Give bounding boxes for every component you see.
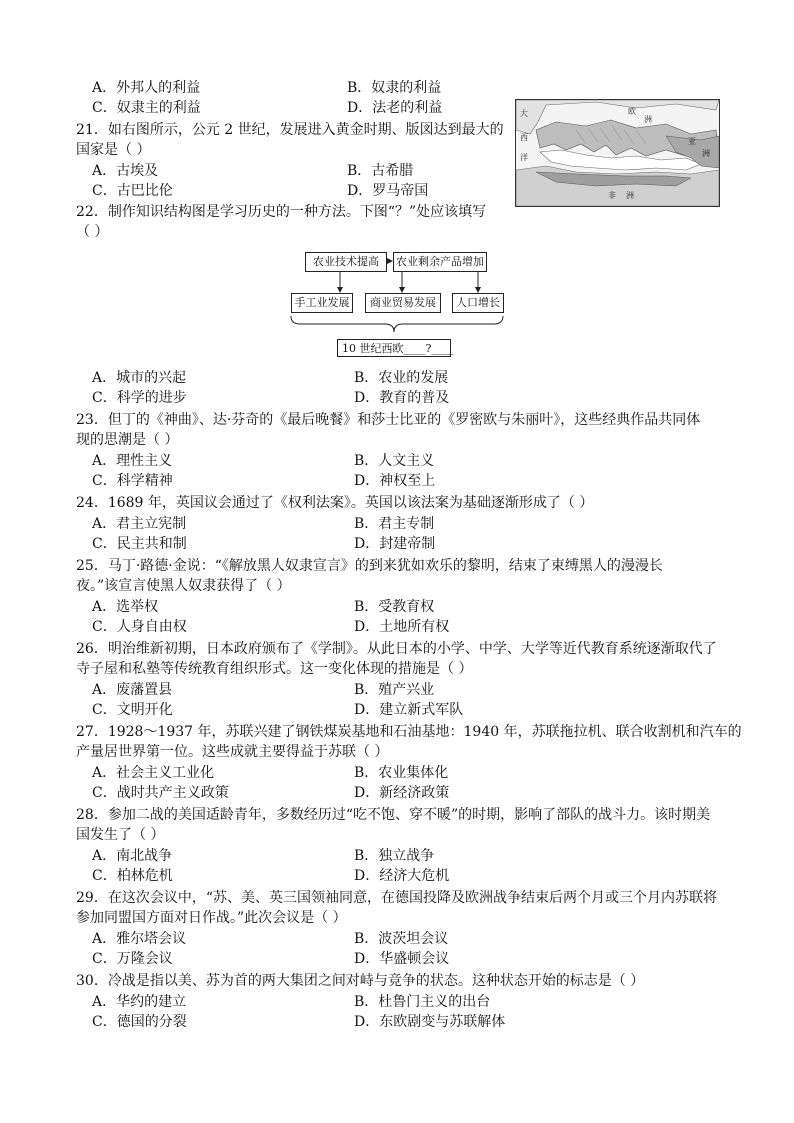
- map-label-atlantic-3: 洋: [520, 153, 528, 162]
- diagram-box-trade: 商业贸易发展: [365, 293, 441, 313]
- q24-stem-line1: 24．1689 年，英国议会通过了《权利法案》。英国以该法案为基础逐渐形成了（ ）: [76, 495, 594, 511]
- q30-option-b: B．杜鲁门主义的出台: [354, 994, 491, 1010]
- q30-option-a: A．华约的建立: [92, 994, 187, 1010]
- q25-option-b: B．受教育权: [354, 599, 435, 615]
- q21-stem-line2: 国家是（ ）: [76, 142, 151, 158]
- q21-option-a: A．古埃及: [92, 163, 159, 179]
- map-label-europe-2: 洲: [644, 115, 652, 124]
- q25-option-a: A．选举权: [92, 599, 159, 615]
- diagram-box-population: 人口增长: [452, 293, 504, 313]
- diagram-box-agri-tech: 农业技术提高: [305, 252, 387, 272]
- q22-stem-line1: 22．制作知识结构图是学习历史的一种方法。下图“？”处应该填写: [76, 204, 487, 220]
- diagram-box-handicraft: 手工业发展: [291, 293, 353, 313]
- q27-option-c: C．战时共产主义政策: [92, 785, 229, 801]
- q25-option-d: D．土地所有权: [354, 619, 450, 635]
- map-label-africa-1: 非: [608, 191, 616, 200]
- q22-option-a: A．城市的兴起: [92, 370, 187, 386]
- q27-stem-line2: 产量居世界第一位。这些成就主要得益于苏联（ ）: [76, 744, 389, 760]
- q23-option-d: D．神权至上: [354, 473, 436, 489]
- q27-stem-line1: 27．1928～1937 年，苏联兴建了钢铁煤炭基地和石油基地：1940 年，苏联拖拉机、联合收割机和汽车的: [76, 724, 742, 740]
- q23-option-b: B．人文主义: [354, 453, 435, 469]
- map-drawing: [516, 100, 719, 206]
- q26-option-a: A．废藩置县: [92, 682, 173, 698]
- q29-option-d: D．华盛顿会议: [354, 951, 450, 967]
- map-label-asia-1: 亚: [688, 137, 696, 146]
- q20-option-c: C．奴隶主的利益: [92, 100, 201, 116]
- q25-option-c: C．人身自由权: [92, 619, 187, 635]
- q22-option-c: C．科学的进步: [92, 390, 187, 406]
- q23-option-a: A．理性主义: [92, 453, 173, 469]
- q23-stem-line1: 23．但丁的《神曲》、达·芬奇的《最后晚餐》和莎士比亚的《罗密欧与朱丽叶》，这些经典作品共同体: [76, 412, 701, 428]
- q28-option-d: D．经济大危机: [354, 868, 450, 884]
- q21-option-d: D．罗马帝国: [347, 183, 429, 199]
- q22-option-b: B．农业的发展: [354, 370, 449, 386]
- q21-option-b: B．古希腊: [347, 163, 414, 179]
- q26-option-c: C．文明开化: [92, 702, 173, 718]
- q29-option-a: A．雅尔塔会议: [92, 931, 187, 947]
- q20-option-b: B．奴隶的利益: [347, 80, 442, 96]
- q28-stem-line2: 国发生了（ ）: [76, 827, 165, 843]
- q23-stem-line2: 现的思潮是（ ）: [76, 432, 179, 448]
- q28-option-b: B．独立战争: [354, 848, 435, 864]
- q21-option-c: C．古巴比伦: [92, 183, 173, 199]
- q29-option-b: B．波茨坦会议: [354, 931, 449, 947]
- map-label-atlantic-1: 大: [520, 109, 528, 118]
- roman-empire-map: [515, 99, 720, 207]
- q22-option-d: D．教育的普及: [354, 390, 450, 406]
- q28-stem-line1: 28．参加二战的美国适龄青年，多数经历过“吃不饱、穿不暖”的时期，影响了部队的战斗力。该时期美: [76, 807, 711, 823]
- q27-option-b: B．农业集体化: [354, 765, 449, 781]
- q27-option-a: A．社会主义工业化: [92, 765, 215, 781]
- map-label-europe-1: 欧: [628, 107, 636, 116]
- q26-stem-line1: 26．明治维新初期，日本政府颁布了《学制》。从此日本的小学、中学、大学等近代教育系统逐渐取代了: [76, 641, 717, 657]
- q24-option-b: B．君主专制: [354, 516, 435, 532]
- diagram-box-result: 10 世纪西欧____?____: [337, 339, 451, 357]
- q22-stem-line2: （ ）: [76, 224, 109, 240]
- map-label-africa-2: 洲: [626, 191, 634, 200]
- q28-option-a: A．南北战争: [92, 848, 173, 864]
- q29-option-c: C．万隆会议: [92, 951, 173, 967]
- q25-stem-line1: 25．马丁·路德·金说：“《解放黑人奴隶宣言》的到来犹如欢乐的黎明，结束了束缚黑人的漫漫长: [76, 558, 663, 574]
- q24-option-c: C．民主共和制: [92, 536, 187, 552]
- q26-stem-line2: 寺子屋和私塾等传统教育组织形式。这一变化体现的措施是（ ）: [76, 661, 473, 677]
- q30-option-d: D．东欧剧变与苏联解体: [354, 1014, 506, 1030]
- map-label-atlantic-2: 西: [520, 133, 528, 142]
- diagram-box-surplus: 农业剩余产品增加: [393, 252, 487, 272]
- q29-stem-line2: 参加同盟国方面对日作战。”此次会议是（ ）: [76, 910, 347, 926]
- q24-option-d: D．封建帝制: [354, 536, 436, 552]
- q23-option-c: C．科学精神: [92, 473, 173, 489]
- q21-stem-line1: 21．如右图所示，公元 2 世纪，发展进入黄金时期、版図达到最大的: [76, 122, 504, 138]
- q26-option-d: D．建立新式军队: [354, 702, 464, 718]
- q26-option-b: B．殖产兴业: [354, 682, 435, 698]
- q30-option-c: C．德国的分裂: [92, 1014, 187, 1030]
- map-label-asia-2: 洲: [702, 149, 710, 158]
- q25-stem-line2: 夜。”该宣言使黑人奴隶获得了（ ）: [76, 578, 291, 594]
- q29-stem-line1: 29．在这次会议中，“苏、美、英三国领袖同意，在德国投降及欧洲战争结束后两个月或三个月内苏联将: [76, 890, 717, 906]
- q20-option-a: A．外邦人的利益: [92, 80, 201, 96]
- q30-stem-line1: 30．冷战是指以美、苏为首的两大集团之间对峙与竞争的状态。这种状态开始的标志是（ ）: [76, 973, 645, 989]
- q24-option-a: A．君主立宪制: [92, 516, 187, 532]
- q28-option-c: C．柏林危机: [92, 868, 173, 884]
- q20-option-d: D．法老的利益: [347, 100, 443, 116]
- q27-option-d: D．新经济政策: [354, 785, 450, 801]
